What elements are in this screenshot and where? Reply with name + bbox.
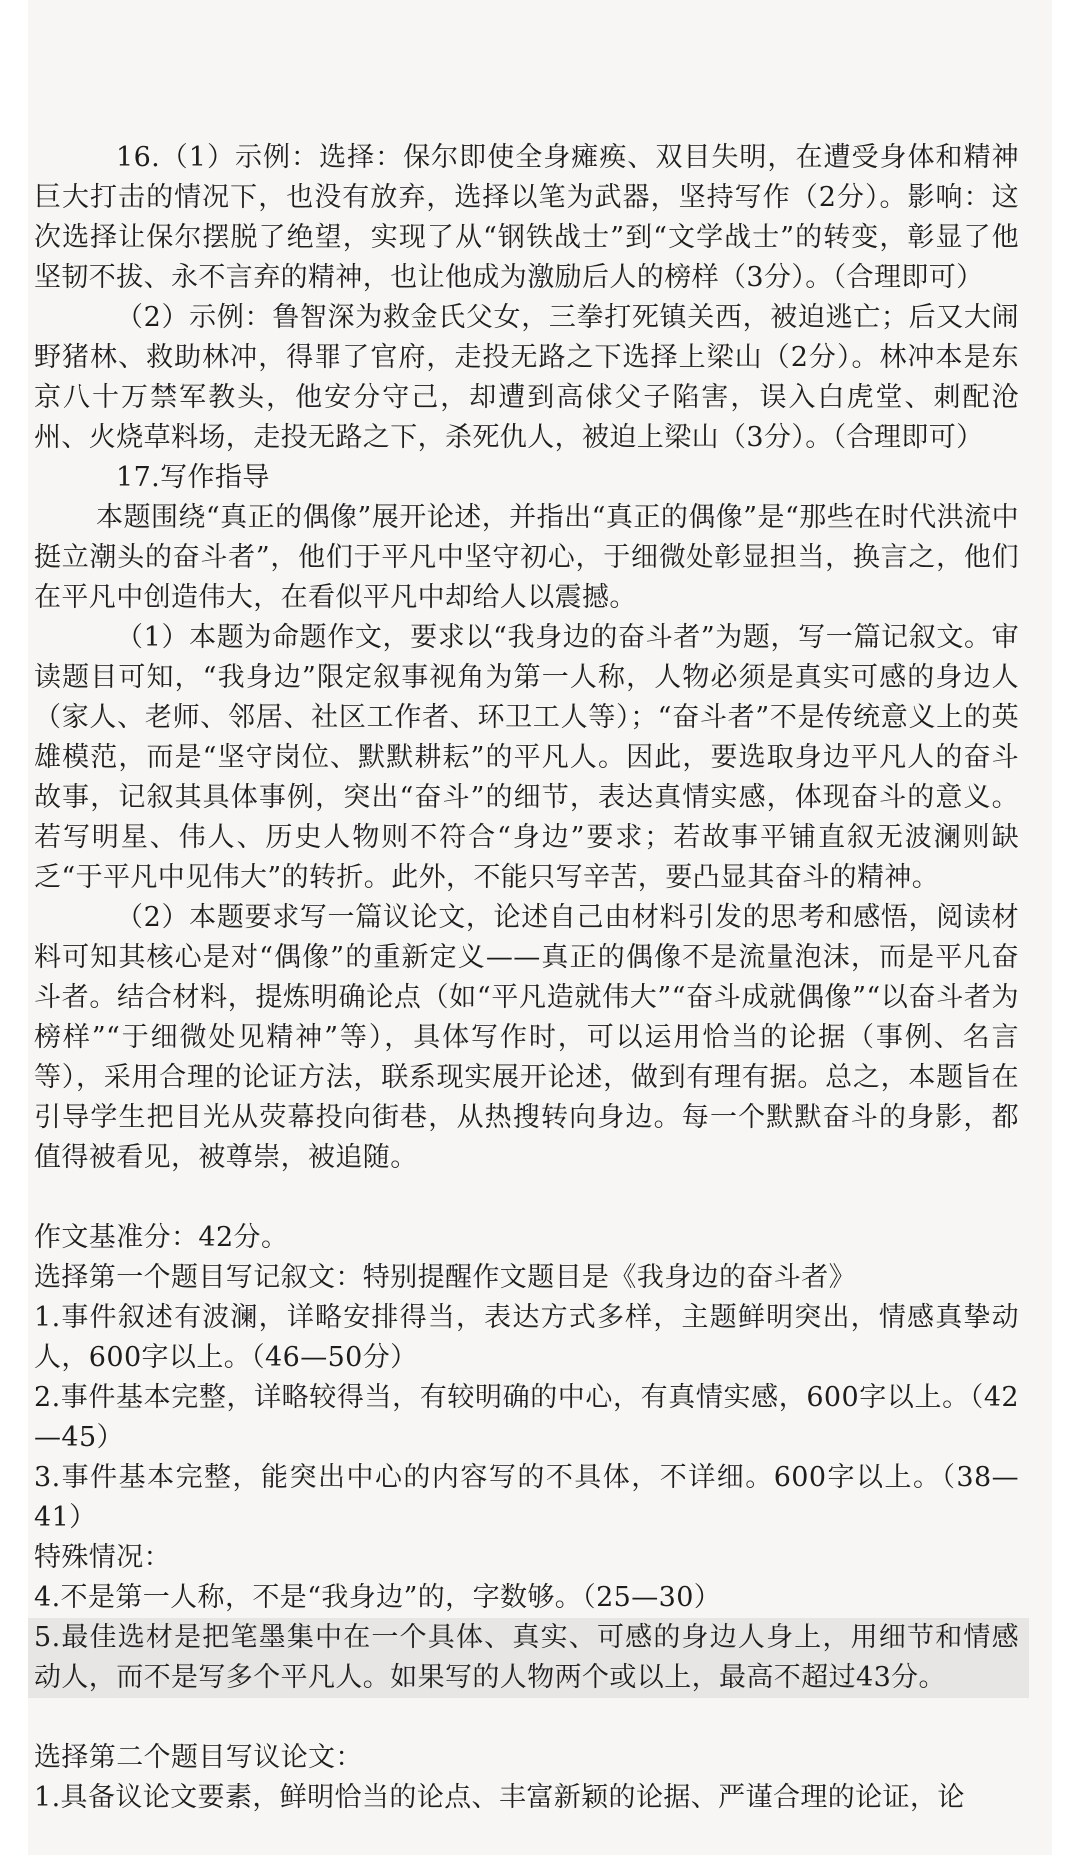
q17-heading: 17.写作指导 <box>116 462 270 493</box>
q16-part1-paragraph: 16.（1）示例：选择：保尔即使全身瘫痪、双目失明，在遭受身体和精神巨大打击的情况下，也没有放弃，选择以笔为武器，坚持写作（2分）。影响：这次选择让保尔摆脱了绝望，实现了从“钢铁战士”到“文学战士”的转变，彰显了他坚韧不拔、永不言弃的精神，也让他成为激励后人的榜样（3分）。（合理即可） <box>34 142 1019 293</box>
section-spacer <box>34 1178 1019 1218</box>
page-margin-right <box>1052 0 1080 1855</box>
base-score-line: 作文基准分：42分。 <box>34 1222 289 1253</box>
page-margin-left <box>0 0 28 1855</box>
argument-criteria-title: 选择第二个题目写议论文： <box>34 1742 363 1773</box>
q17-part2-paragraph: （2）本题要求写一篇议论文，论述自己由材料引发的思考和感悟，阅读材料可知其核心是对“偶像”的重新定义——真正的偶像不是流量泡沫，而是平凡奋斗者。结合材料，提炼明确论点（如“平凡造就伟大”“奋斗成就偶像”“以奋斗者为榜样”“于细微处见精神”等），具体写作时，可以运用恰当的论据（事例、名言等），采用合理的论证方法，联系现实展开论述，做到有理有据。总之，本题旨在引导学生把目光从荧幕投向街巷，从热搜转向身边。每一个默默奋斗的身影，都值得被看见，被尊崇，被追随。 <box>34 902 1019 1173</box>
narrative-criterion-4: 4.不是第一人称，不是“我身边”的，字数够。（25—30） <box>34 1582 722 1613</box>
narrative-criterion-5-highlighted: 5.最佳选材是把笔墨集中在一个具体、真实、可感的身边人身上，用细节和情感动人，而不是写多个平凡人。如果写的人物两个或以上，最高不超过43分。 <box>28 1618 1029 1698</box>
argument-criterion-1: 1.具备议论文要素，鲜明恰当的论点、丰富新颖的论据、严谨合理的论证，论 <box>34 1782 965 1813</box>
q17-part1-paragraph: （1）本题为命题作文，要求以“我身边的奋斗者”为题，写一篇记叙文。审读题目可知，“我身边”限定叙事视角为第一人称，人物必须是真实可感的身边人（家人、老师、邻居、社区工作者、环卫工人等）；“奋斗者”不是传统意义上的英雄模范，而是“坚守岗位、默默耕耘”的平凡人。因此，要选取身边平凡人的奋斗故事，记叙其具体事例，突出“奋斗”的细节，表达真情实感，体现奋斗的意义。若写明星、伟人、历史人物则不符合“身边”要求；若故事平铺直叙无波澜则缺乏“于平凡中见伟大”的转折。此外，不能只写辛苦，要凸显其奋斗的精神。 <box>34 622 1019 893</box>
special-cases-title: 特殊情况： <box>34 1542 171 1573</box>
q16-part2-paragraph: （2）示例：鲁智深为救金氏父女，三拳打死镇关西，被迫逃亡；后又大闹野猪林、救助林冲，得罪了官府，走投无路之下选择上梁山（2分）。林冲本是东京八十万禁军教头，他安分守己，却遭到高俅父子陷害，误入白虎堂、刺配沧州、火烧草料场，走投无路之下，杀死仇人，被迫上梁山（3分）。（合理即可） <box>34 302 1019 453</box>
narrative-criterion-3: 3.事件基本完整，能突出中心的内容写的不具体，不详细。600字以上。（38—41） <box>34 1462 1019 1533</box>
narrative-criterion-1: 1.事件叙述有波澜，详略安排得当，表达方式多样，主题鲜明突出，情感真挚动人，600字以上。（46—50分） <box>34 1302 1019 1373</box>
section-spacer-2 <box>34 1698 1019 1738</box>
narrative-criterion-2: 2.事件基本完整，详略较得当，有较明确的中心，有真情实感，600字以上。（42—45） <box>34 1382 1019 1453</box>
q17-intro-paragraph: 本题围绕“真正的偶像”展开论述，并指出“真正的偶像”是“那些在时代洪流中挺立潮头的奋斗者”，他们于平凡中坚守初心，于细微处彰显担当，换言之，他们在平凡中创造伟大，在看似平凡中却给人以震撼。 <box>34 502 1019 613</box>
narrative-criteria-title: 选择第一个题目写记叙文：特别提醒作文题目是《我身边的奋斗者》 <box>34 1262 856 1293</box>
answer-key-content <box>34 138 1019 1818</box>
